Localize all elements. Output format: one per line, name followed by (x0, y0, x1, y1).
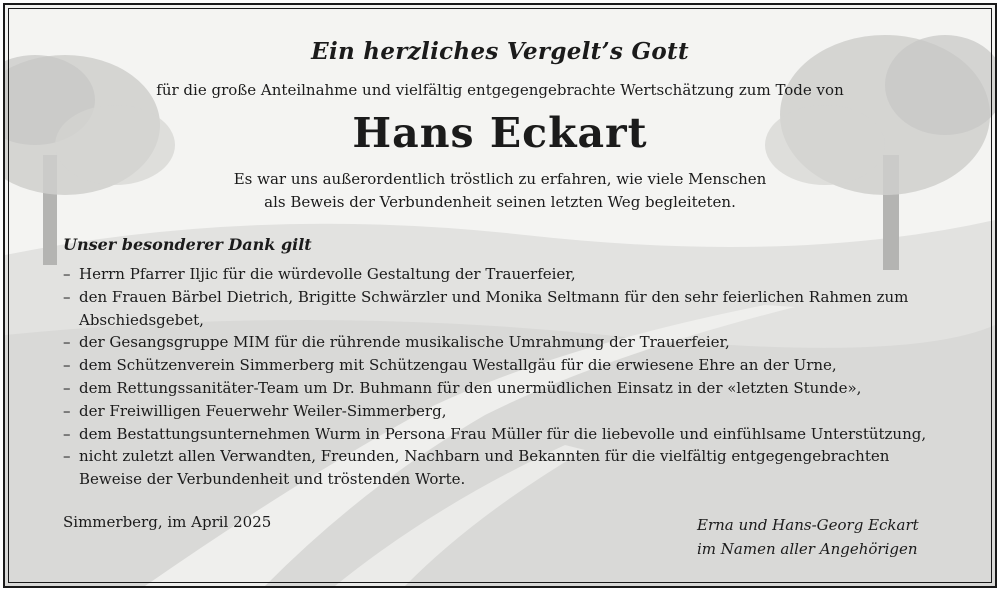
list-item (63, 331, 963, 354)
list-item-line: dem Schützenverein Simmerberg mit Schützengau Westallgäu für die erwiesene Ehre an der Urne, (79, 356, 837, 375)
list-item-line: dem Rettungssanitäter-Team um Dr. Buhmann für den unermüdlichen Einsatz in der «letzten Stunde», (79, 378, 862, 397)
list-item-line: Beweise der Verbundenheit und tröstenden Worte. (79, 470, 466, 489)
list-item (63, 286, 963, 332)
dash: – (63, 447, 71, 466)
list-item-line: der Gesangsgruppe MIM für die rührende musikalische Umrahmung der Trauerfeier, (79, 333, 730, 352)
dash: – (63, 356, 71, 375)
signature (697, 513, 919, 561)
list-item (63, 445, 963, 491)
dash: – (63, 287, 71, 306)
place-date: Simmerberg, im April 2025 (63, 513, 272, 531)
thanks-title: Unser besonderer Dank gilt (63, 235, 312, 254)
intro-text (5, 168, 995, 214)
list-item-line: Herrn Pfarrer Iljic für die würdevolle Gestaltung der Trauerfeier, (79, 265, 576, 283)
heading: Ein herzliches Vergelt’s Gott (311, 38, 689, 65)
dash: – (63, 265, 71, 283)
dash: – (63, 401, 71, 420)
thanks-list (63, 263, 963, 491)
list-item-line: den Frauen Bärbel Dietrich, Brigitte Schwärzler und Monika Seltmann für den sehr feierlichen Rahmen zum (79, 287, 909, 306)
deceased-name: Hans Eckart (352, 109, 648, 157)
list-item (63, 423, 963, 446)
notice-content (5, 5, 995, 586)
list-item (63, 377, 963, 400)
dash: – (63, 424, 71, 443)
list-item-line: Abschiedsgebet, (79, 310, 204, 329)
subline: für die große Anteilnahme und vielfältig entgegengebrachte Wertschätzung zum Tode von (156, 81, 844, 99)
obituary-card (3, 3, 997, 588)
dash: – (63, 378, 71, 397)
list-item-line: dem Bestattungsunternehmen Wurm in Persona Frau Müller für die liebevolle und einfühlsame Unterstützung, (79, 424, 927, 443)
signature-line: im Namen aller Angehörigen (697, 540, 918, 558)
dash: – (63, 333, 71, 352)
list-item-line: der Freiwilligen Feuerwehr Weiler-Simmerberg, (79, 401, 447, 420)
signature-line: Erna und Hans-Georg Eckart (697, 516, 919, 534)
intro-line: als Beweis der Verbundenheit seinen letzten Weg begleiteten. (264, 193, 736, 211)
intro-line: Es war uns außerordentlich tröstlich zu erfahren, wie viele Menschen (233, 170, 767, 188)
list-item (63, 263, 963, 286)
list-item-line: nicht zuletzt allen Verwandten, Freunden, Nachbarn und Bekannten für die vielfältig entgegengebrachten (79, 447, 890, 466)
list-item (63, 354, 963, 377)
list-item (63, 400, 963, 423)
